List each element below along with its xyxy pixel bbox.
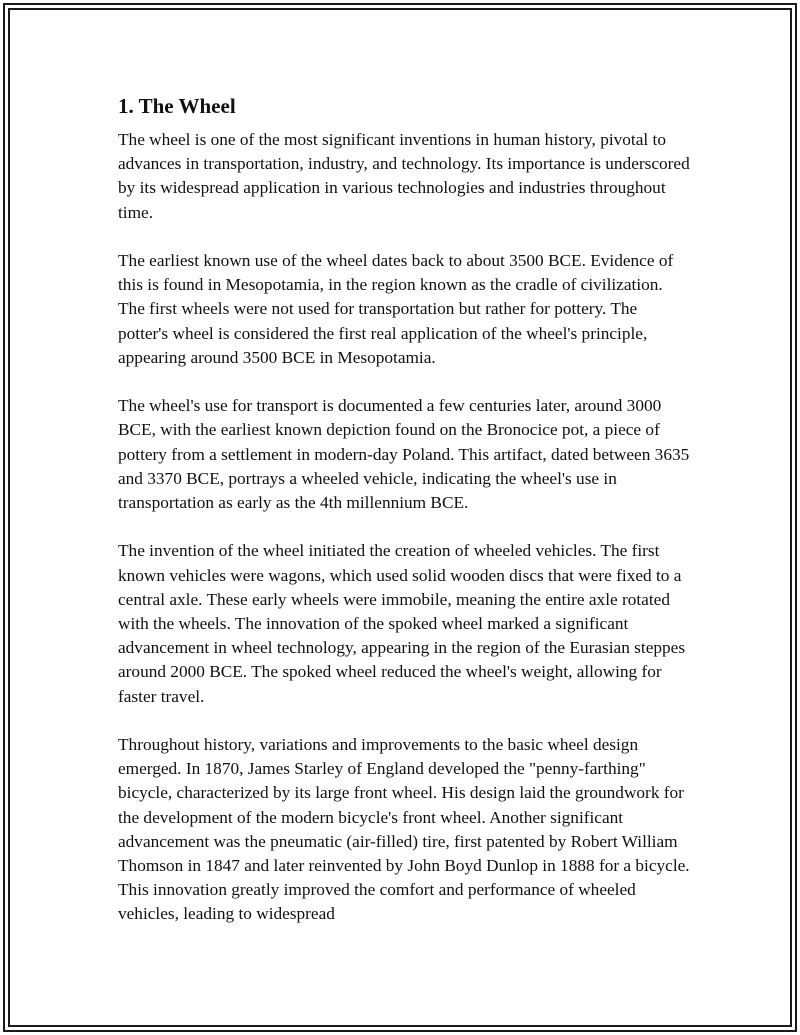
- paragraph-transport: The wheel's use for transport is documented a few centuries later, around 3000 BCE, with the earliest known depiction found on the Bronocice pot, a piece of pottery from a settlement in modern-day Poland. This artifact, dated between 3635 and 3370 BCE, portrays a wheeled vehicle, indicating the wheel's use in transportation as early as the 4th millennium BCE.: [118, 396, 690, 513]
- paragraph-earliest-use: The earliest known use of the wheel dates back to about 3500 BCE. Evidence of this is found in Mesopotamia, in the region known as the cradle of civilization. The first wheels were not used for transportation but rather for pottery. The potter's wheel is considered the first real application of the wheel's principle, appearing around 3500 BCE in Mesopotamia.: [118, 251, 674, 367]
- section-heading: 1. The Wheel: [118, 94, 236, 118]
- paragraph-improvements: Throughout history, variations and improvements to the basic wheel design emerged. In 1870, James Starley of England developed the "penny-farthing" bicycle, characterized by its large front wheel. His design laid the groundwork for the development of the modern bicycle's front wheel. Another significant advancement was the pneumatic (air-filled) tire, first patented by Robert William Thomson in 1847 and later reinvented by John Boyd Dunlop in 1888 for a bicycle. This innovation greatly improved the comfort and performance of wheeled vehicles, leading to widespread: [118, 735, 690, 924]
- document-body: [118, 92, 690, 951]
- paragraph-wheeled-vehicles: The invention of the wheel initiated the creation of wheeled vehicles. The first known vehicles were wagons, which used solid wooden discs that were fixed to a central axle. These early wheels were immobile, meaning the entire axle rotated with the wheels. The innovation of the spoked wheel marked a significant advancement in wheel technology, appearing in the region of the Eurasian steppes around 2000 BCE. The spoked wheel reduced the wheel's weight, allowing for faster travel.: [118, 541, 686, 706]
- paragraph-intro: The wheel is one of the most significant inventions in human history, pivotal to advances in transportation, industry, and technology. Its importance is underscored by its widespread application in various technologies and industries throughout time.: [118, 130, 690, 222]
